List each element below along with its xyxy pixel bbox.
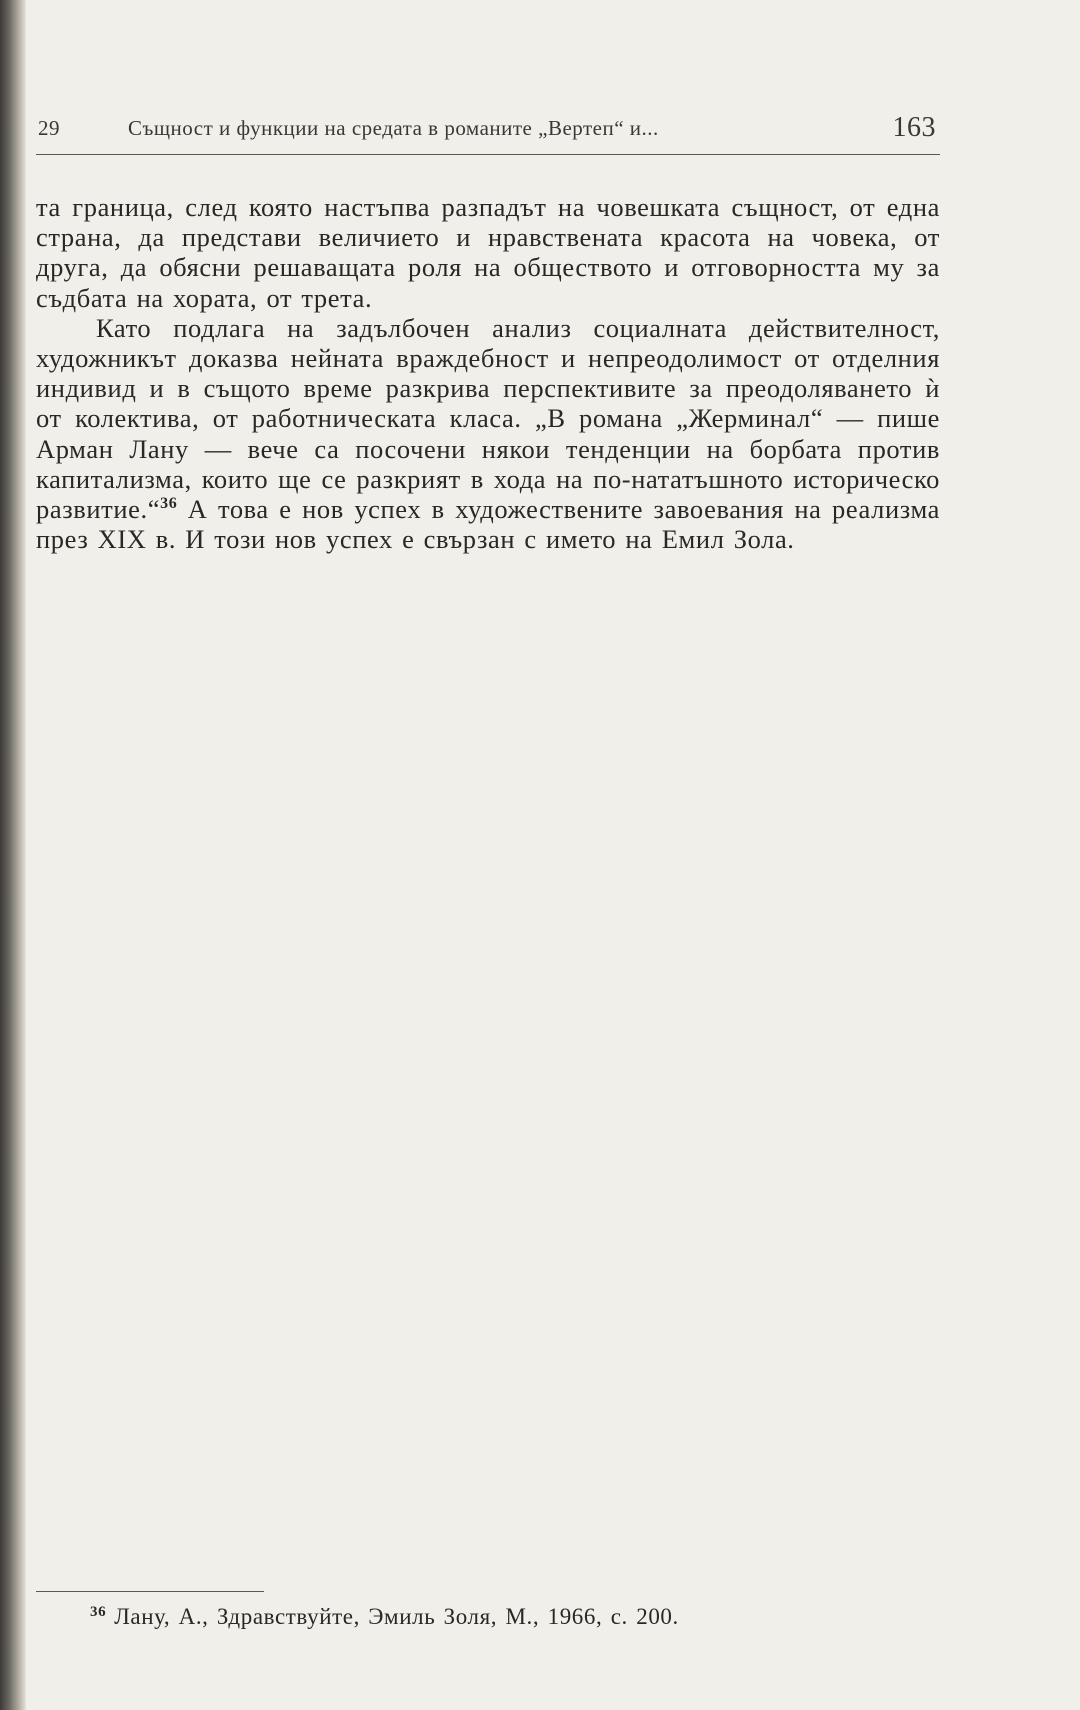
book-spine-shadow xyxy=(0,0,26,1710)
body-text xyxy=(36,192,940,554)
running-head-left-number: 29 xyxy=(38,116,60,140)
paragraph-2 xyxy=(36,313,940,555)
running-head-title: Същност и функции на средата в романите „Вертеп“ и... xyxy=(128,116,659,140)
footnote-reference: 36 xyxy=(160,495,178,513)
footnote-text: Лану, А., Здравствуйте, Эмиль Золя, М., 1966, с. 200. xyxy=(114,1604,679,1629)
running-head xyxy=(36,112,940,152)
paragraph-2-text: Като подлага на задълбочен анализ социалната действителност, художникът доказва нейната враждебност и непреодолимост от отделния индивид и в същото време разкрива перспективите за преодоляването ѝ от колектива, от работническата класа. „В романа „Жерминал“ — пише Арман Лану — вече са посочени някои тенденции на борбата против капитализма, които ще се разкрият в хода на по-нататъшното историческо развитие.“ xyxy=(36,312,940,525)
paragraph-1: та граница, след която настъпва разпадът на човешката същност, от една страна, да представи величието и нравствената красота на човека, от друга, да обясни решаващата роля на обществото и отговорността му за съдбата на хората, от трета. xyxy=(36,192,940,313)
book-page xyxy=(36,0,940,1710)
footnote-rule xyxy=(36,1591,264,1592)
footnote xyxy=(90,1604,930,1630)
paragraph-2-continued: А това е нов успех в художествените завоевания на реализма през XIX в. И този нов успех е свързан с името на Емил Зола. xyxy=(36,494,940,555)
footnote-number: 36 xyxy=(90,1604,107,1620)
header-rule xyxy=(36,154,940,155)
page-number: 163 xyxy=(892,112,936,143)
